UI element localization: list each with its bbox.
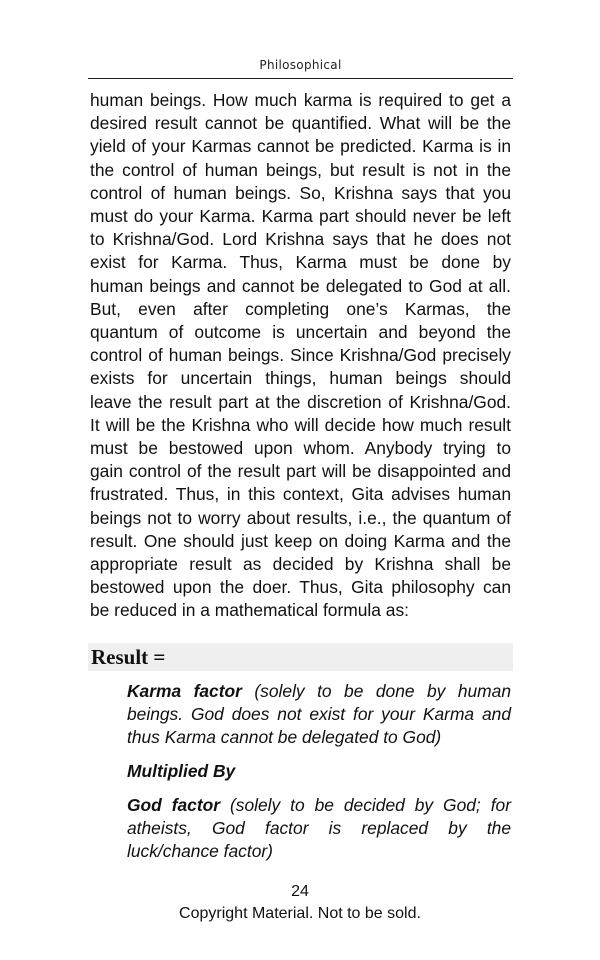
- karma-factor-term: Karma factor: [127, 681, 242, 701]
- formula-heading-text: Result =: [91, 645, 166, 669]
- body-line: desired result cannot be quantified. What will be the: [90, 113, 511, 134]
- body-line: gain control of the result part will be disappointed and: [90, 461, 511, 482]
- body-line: beings not to worry about results, i.e., the quantum of: [90, 507, 511, 528]
- running-header: Philosophical: [259, 58, 342, 72]
- body-line: frustrated. Thus, in this context, Gita advises human: [90, 484, 511, 505]
- body-line: be reduced in a mathematical formula as:: [90, 600, 409, 621]
- body-line: result. One should just keep on doing Karma and the: [90, 530, 511, 551]
- karma-factor-line: thus Karma cannot be delegated to God): [127, 727, 442, 748]
- page-number: 24: [291, 883, 309, 900]
- body-line: must do your Karma. Karma part should never be left: [90, 206, 511, 227]
- body-line: bestowed upon the doer. Thus, Gita philosophy can: [90, 577, 511, 598]
- body-line: appropriate result as decided by Krishna shall be: [90, 554, 511, 575]
- header-rule: [88, 78, 513, 79]
- karma-factor-desc: (solely to be done by human: [241, 681, 511, 701]
- body-line: human beings and cannot be delegated to God at all.: [90, 275, 511, 296]
- body-line: control of human beings. Since Krishna/God precisely: [90, 345, 511, 366]
- god-factor-line: [127, 794, 511, 817]
- god-factor-block: [127, 794, 511, 864]
- karma-factor-line: [127, 680, 511, 703]
- god-factor-term: God factor: [127, 795, 221, 815]
- god-factor-desc: (solely to be decided by God; for: [220, 795, 511, 815]
- body-line: But, even after completing one’s Karmas, the: [90, 298, 511, 319]
- karma-factor-line: beings. God does not exist for your Karma and: [127, 704, 511, 725]
- body-line: the control of human beings, but result is not in the: [90, 159, 511, 180]
- body-line: quantum of outcome is uncertain and beyond the: [90, 322, 511, 343]
- operator-text: Multiplied By: [127, 761, 236, 781]
- body-line: leave the result part at the discretion of Krishna/God.: [90, 391, 511, 412]
- body-line: exists for uncertain things, human beings should: [90, 368, 511, 389]
- operator-block: [127, 760, 511, 783]
- karma-factor-block: [127, 680, 511, 750]
- copyright-notice: Copyright Material. Not to be sold.: [179, 905, 421, 922]
- body-line: to Krishna/God. Lord Krishna says that he does not: [90, 229, 511, 250]
- body-line: yield of your Karmas cannot be predicted. Karma is in: [90, 136, 511, 157]
- body-line: exist for Karma. Thus, Karma must be done by: [90, 252, 511, 273]
- god-factor-line: luck/chance factor): [127, 841, 273, 862]
- formula-heading: [88, 643, 513, 671]
- body-line: control of human beings. So, Krishna says that you: [90, 182, 511, 203]
- body-line: It will be the Krishna who will decide how much result: [90, 414, 511, 435]
- body-line: human beings. How much karma is required to get a: [90, 90, 511, 110]
- body-line: must be bestowed upon whom. Anybody trying to: [90, 438, 511, 459]
- body-paragraph: [90, 89, 511, 623]
- god-factor-line: atheists, God factor is replaced by the: [127, 818, 511, 839]
